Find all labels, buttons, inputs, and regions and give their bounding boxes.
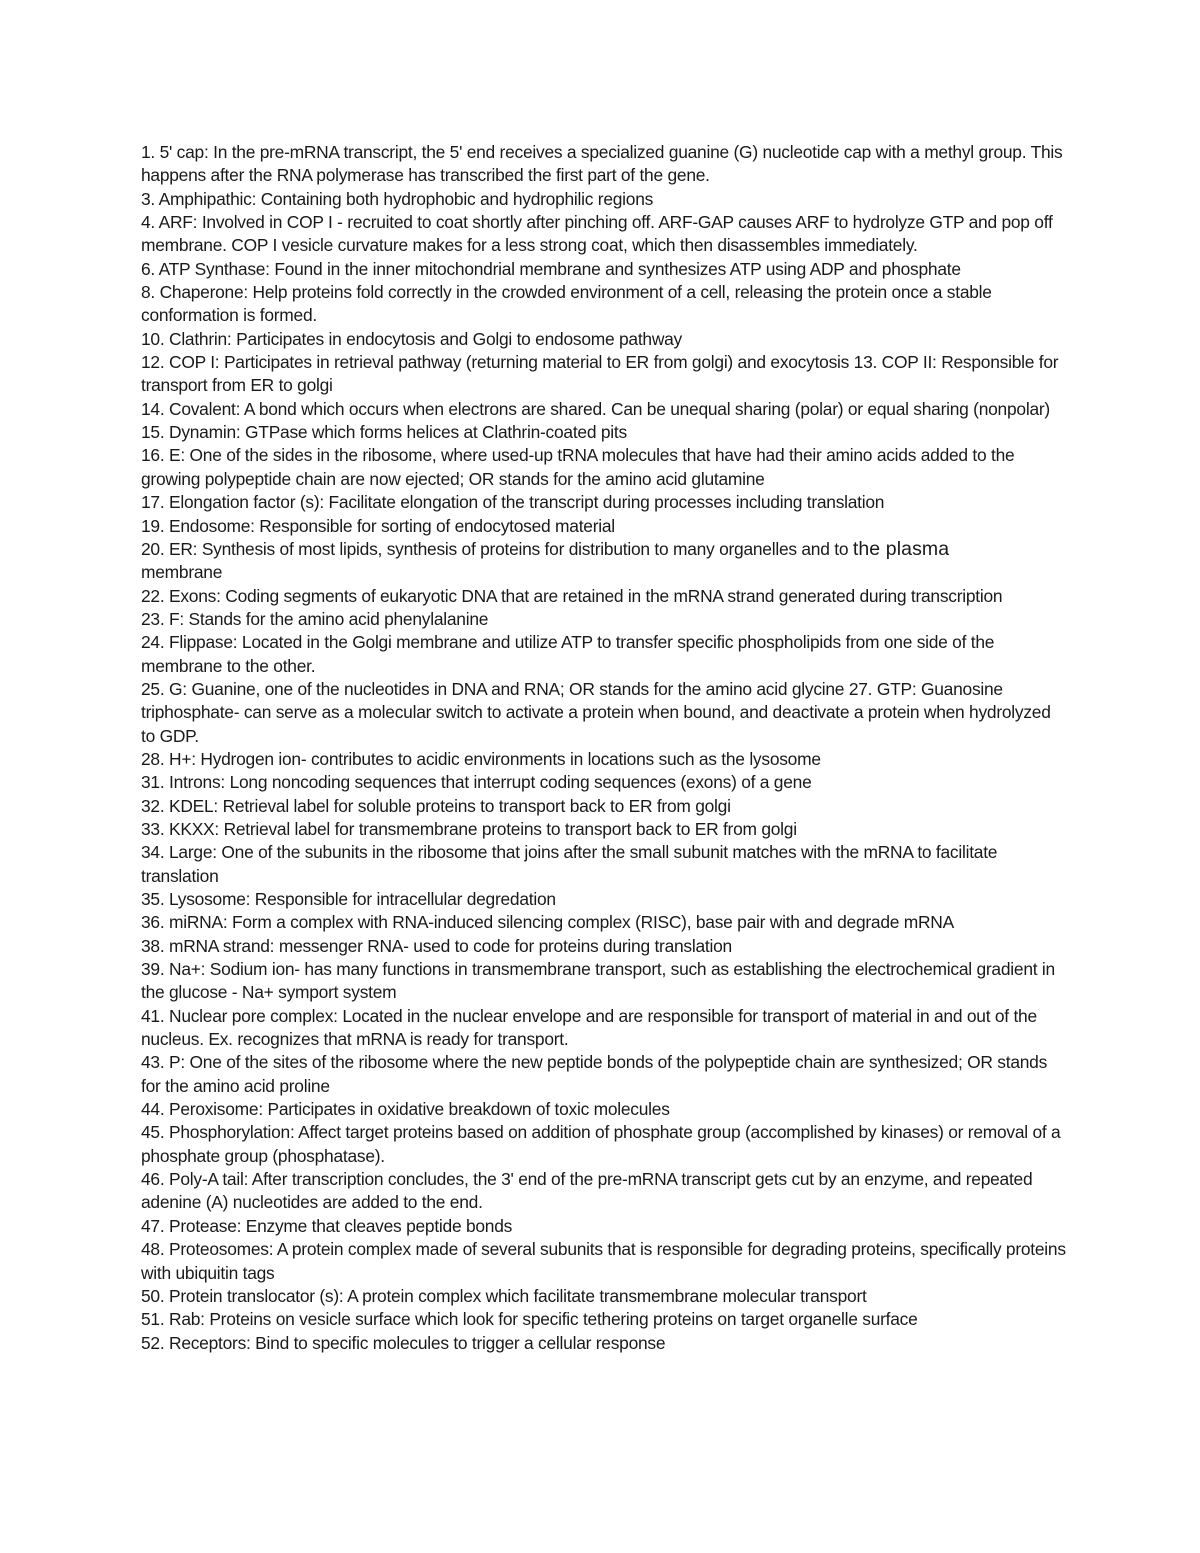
glossary-entry-er-text: 20. ER: Synthesis of most lipids, synthesis of proteins for distribution to many organelles and to	[141, 538, 853, 559]
glossary-entry: 14. Covalent: A bond which occurs when electrons are shared. Can be unequal sharing (polar) or equal sharing (nonpolar)	[141, 398, 1050, 419]
glossary-entry: 4. ARF: Involved in COP I - recruited to coat shortly after pinching off. ARF-GAP causes ARF to hydrolyze GTP and pop off membrane. COP I vesicle curvature makes for a less strong coat, which then disassembles immediately.	[141, 212, 1058, 256]
glossary-entry: 34. Large: One of the subunits in the ribosome that joins after the small subunit matches with the mRNA to facilitate translation	[141, 842, 1002, 886]
glossary-entry-continuation: membrane	[141, 562, 223, 583]
glossary-entry: 8. Chaperone: Help proteins fold correctly in the crowded environment of a cell, releasing the protein once a stable conformation is formed.	[141, 282, 997, 326]
glossary-entry: 48. Proteosomes: A protein complex made of several subunits that is responsible for degrading proteins, specifically proteins with ubiquitin tags	[141, 1239, 1071, 1283]
glossary-entry: 25. G: Guanine, one of the nucleotides in DNA and RNA; OR stands for the amino acid glycine 27. GTP: Guanosine triphosphate- can serve as a molecular switch to activate a protein when bound, and deactivate a protein when hydrolyzed to GDP.	[141, 678, 1056, 746]
glossary-entry-er-large-text: the plasma	[852, 537, 950, 560]
glossary-entry: 33. KKXX: Retrieval label for transmembrane proteins to transport back to ER from golgi	[141, 818, 797, 839]
glossary-entry: 16. E: One of the sides in the ribosome, where used-up tRNA molecules that have had their amino acids added to the growing polypeptide chain are now ejected; OR stands for the amino acid glutamine	[141, 445, 1020, 489]
glossary-entry: 44. Peroxisome: Participates in oxidative breakdown of toxic molecules	[141, 1099, 670, 1120]
glossary-list	[141, 141, 1071, 1355]
glossary-entry: 52. Receptors: Bind to specific molecules to trigger a cellular response	[141, 1332, 666, 1353]
glossary-entry: 50. Protein translocator (s): A protein complex which facilitate transmembrane molecular transport	[141, 1285, 867, 1306]
glossary-entry: 15. Dynamin: GTPase which forms helices at Clathrin-coated pits	[141, 422, 627, 443]
glossary-entry: 47. Protease: Enzyme that cleaves peptide bonds	[141, 1215, 513, 1236]
glossary-entry: 35. Lysosome: Responsible for intracellular degredation	[141, 889, 556, 909]
glossary-entry: 43. P: One of the sites of the ribosome where the new peptide bonds of the polypeptide chain are synthesized; OR stands for the amino acid proline	[141, 1052, 1052, 1096]
glossary-entry: 38. mRNA strand: messenger RNA- used to code for proteins during translation	[141, 935, 732, 956]
glossary-entry: 36. miRNA: Form a complex with RNA-induced silencing complex (RISC), base pair with and degrade mRNA	[141, 912, 954, 933]
glossary-entry: 10. Clathrin: Participates in endocytosis and Golgi to endosome pathway	[141, 328, 683, 349]
glossary-entry: 28. H+: Hydrogen ion- contributes to acidic environments in locations such as the lysosome	[141, 748, 821, 769]
glossary-entry: 12. COP I: Participates in retrieval pathway (returning material to ER from golgi) and exocytosis 13. COP II: Responsible for transport from ER to golgi	[141, 352, 1063, 396]
glossary-entry: 46. Poly-A tail: After transcription concludes, the 3' end of the pre-mRNA transcript gets cut by an enzyme, and repeated adenine (A) nucleotides are added to the end.	[141, 1169, 1037, 1213]
glossary-entry: 17. Elongation factor (s): Facilitate elongation of the transcript during processes including translation	[141, 492, 885, 513]
glossary-entry: 19. Endosome: Responsible for sorting of endocytosed material	[141, 515, 615, 536]
glossary-entry: 6. ATP Synthase: Found in the inner mitochondrial membrane and synthesizes ATP using ADP and phosphate	[141, 258, 961, 279]
glossary-entry: 32. KDEL: Retrieval label for soluble proteins to transport back to ER from golgi	[141, 795, 731, 816]
glossary-entry: 1. 5' cap: In the pre-mRNA transcript, the 5' end receives a specialized guanine (G) nucleotide cap with a methyl group. This happens after the RNA polymerase has transcribed the first part of the gene.	[141, 142, 1068, 186]
glossary-entry-er	[141, 538, 1066, 561]
glossary-entry: 39. Na+: Sodium ion- has many functions in transmembrane transport, such as establishing the electrochemical gradient in the glucose - Na+ symport system	[141, 959, 1060, 1003]
glossary-entry: 45. Phosphorylation: Affect target proteins based on addition of phosphate group (accomplished by kinases) or removal of a phosphate group (phosphatase).	[141, 1122, 1066, 1166]
glossary-entry: 51. Rab: Proteins on vesicle surface which look for specific tethering proteins on target organelle surface	[141, 1309, 918, 1330]
glossary-entry: 3. Amphipathic: Containing both hydrophobic and hydrophilic regions	[141, 188, 654, 209]
glossary-entry: 22. Exons: Coding segments of eukaryotic DNA that are retained in the mRNA strand generated during transcription	[141, 585, 1003, 606]
glossary-entry: 41. Nuclear pore complex: Located in the nuclear envelope and are responsible for transport of material in and out of the nucleus. Ex. recognizes that mRNA is ready for transport.	[141, 1005, 1042, 1050]
glossary-entry: 24. Flippase: Located in the Golgi membrane and utilize ATP to transfer specific phospholipids from one side of the membrane to the other.	[141, 632, 999, 676]
glossary-entry: 31. Introns: Long noncoding sequences that interrupt coding sequences (exons) of a gene	[141, 772, 812, 793]
glossary-entry: 23. F: Stands for the amino acid phenylalanine	[141, 608, 489, 629]
